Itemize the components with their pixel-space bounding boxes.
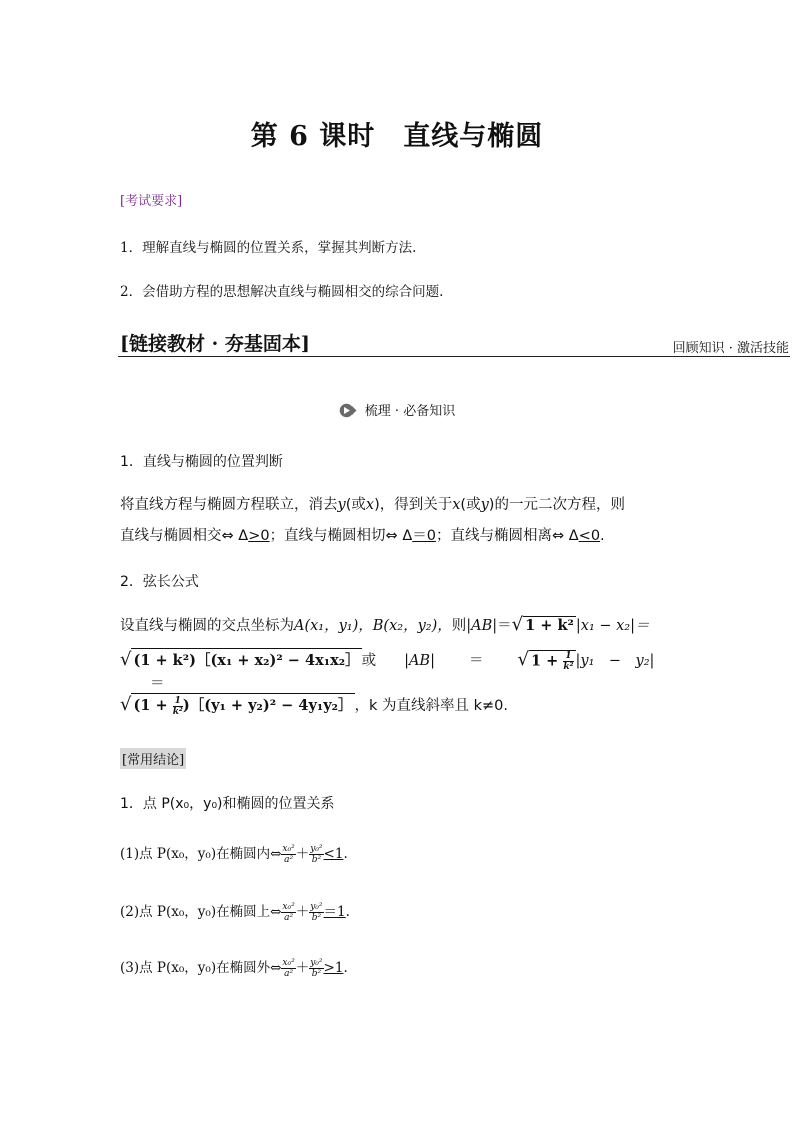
case-outside: (3)点 P(x₀，y₀)在椭圆外⇔ $\frac{\text{x₀²}}{\text{a²}}$ ＋ $\frac{\text{y₀²}}{\text{b²}}$ >1. bbox=[120, 958, 348, 979]
common-conclusions-tag: [常用结论] bbox=[120, 748, 186, 769]
knowledge-heading-text: 梳理 · 必备知识 bbox=[364, 404, 456, 419]
topic1-heading: 1．直线与椭圆的位置判断 bbox=[120, 454, 283, 470]
requirement-item-1: 1．理解直线与椭圆的位置关系，掌握其判断方法. bbox=[120, 240, 417, 256]
common-heading: 1．点 P(x₀，y₀)和椭圆的位置关系 bbox=[120, 796, 335, 812]
topic2-line1: 设直线与椭圆的交点坐标为A(x₁，y₁)，B(x₂，y₂)，则|AB|＝√ 1 + k² |x₁ − x₂|＝ bbox=[120, 614, 650, 635]
topic1-line2: 直线与椭圆相交⇔ Δ>0；直线与椭圆相切⇔ Δ＝0；直线与椭圆相离⇔ Δ<0. bbox=[120, 528, 605, 544]
case-on: (2)点 P(x₀，y₀)在椭圆上⇔ $\frac{\text{x₀²}}{\text{a²}}$ ＋ $\frac{\text{y₀²}}{\text{b²}}$ ＝1. bbox=[120, 902, 350, 923]
case-inside: (1)点 P(x₀，y₀)在椭圆内⇔ $\frac{\text{x₀²}}{\text{a²}}$ ＋ $\frac{\text{y₀²}}{\text{b²}}$ <1. bbox=[120, 844, 348, 865]
knowledge-heading bbox=[0, 400, 794, 419]
topic2-line2: √ (1 + k²)［(x₁ + x₂)² − 4x₁x₂］ 或 |AB| ＝ √ 1 + $\frac{1}{\text{k²}}$ |y₁ − y₂|＝ bbox=[120, 649, 655, 692]
section-title: [链接教材 · 夯基固本] bbox=[120, 333, 310, 355]
topic1-line1: 将直线方程与椭圆方程联立，消去y(或x)，得到关于x(或y)的一元二次方程，则 bbox=[120, 497, 625, 513]
answer-eq0: ＝0 bbox=[412, 528, 436, 544]
exam-requirements-label: [考试要求] bbox=[120, 194, 183, 209]
page-title: 第 6 课时 直线与椭圆 bbox=[250, 121, 544, 152]
topic2-heading: 2．弦长公式 bbox=[120, 574, 199, 590]
answer-lt0: <0 bbox=[578, 528, 601, 544]
requirement-item-2: 2．会借助方程的思想解决直线与椭圆相交的综合问题. bbox=[120, 284, 444, 300]
play-circle-icon bbox=[339, 403, 357, 418]
answer-gt0: >0 bbox=[248, 528, 270, 544]
section-divider bbox=[118, 356, 790, 357]
topic2-line3: √ (1 + $\frac{1}{\text{k²}}$ )［(y₁ + y₂)² − 4y₁y₂］ ，k 为直线斜率且 k≠0. bbox=[120, 694, 508, 717]
section-subtitle: 回顾知识 · 激活技能 bbox=[672, 341, 789, 356]
